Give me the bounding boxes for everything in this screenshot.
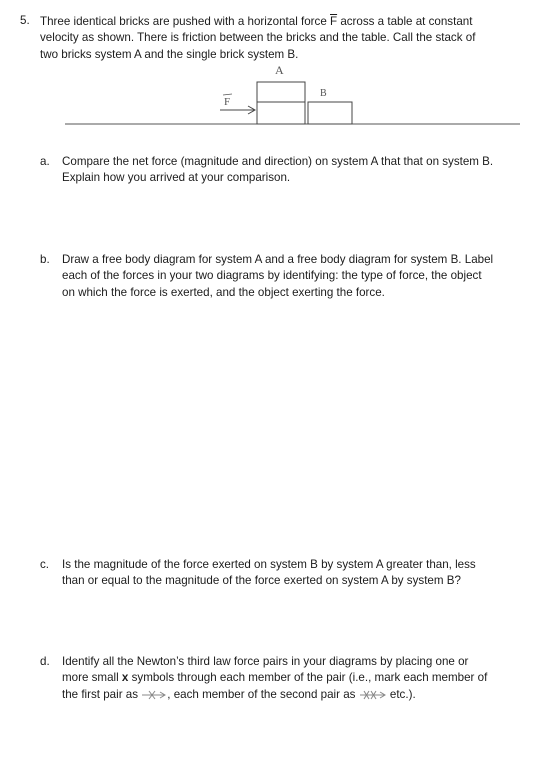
part-a-line-1: Compare the net force (magnitude and direction) on system A that that on system B. [62, 155, 494, 168]
part-d-text: , each member of the second pair as [167, 687, 359, 701]
double-x-arrow-icon [359, 690, 387, 700]
intro-line-3: two bricks system A and the single brick system B. [40, 47, 299, 61]
label-a: A [275, 63, 284, 77]
force-label: F [224, 96, 231, 108]
intro-line-2: velocity as shown. There is friction between the bricks and the table. Call the stack of [40, 31, 476, 45]
part-b-line-2: each of the forces in your two diagrams by identifying: the type of force, the object [62, 269, 482, 283]
part-d-line-3 [62, 687, 532, 703]
part-d-line-2 [62, 670, 532, 686]
part-b-line-3: on which the force is exerted, and the object exerting the force. [62, 285, 385, 299]
part-d-text: symbols through each member of the pair (i.e., mark each member of [128, 671, 488, 685]
intro-text: across a table at constant [337, 15, 473, 28]
part-c-line-2: than or equal to the magnitude of the force exerted on system A by system B? [62, 574, 461, 588]
brick-b [308, 102, 352, 124]
intro-line-1 [40, 14, 530, 30]
part-b-letter: b. [40, 253, 50, 266]
bricks-diagram [0, 60, 550, 130]
part-a-line-2: Explain how you arrived at your comparison. [62, 171, 291, 185]
brick-top [257, 82, 305, 102]
question-number: 5. [20, 14, 30, 27]
part-d-text: more small [62, 671, 122, 685]
part-d-line-1: Identify all the Newton’s third law force pairs in your diagrams by placing one or [62, 655, 469, 668]
single-x-arrow-icon [141, 690, 167, 700]
force-symbol: $\overline{F}$ [330, 15, 338, 28]
force-label-bar [223, 94, 232, 95]
part-d-text: etc.). [386, 687, 416, 701]
label-b: B [320, 88, 327, 99]
part-d-letter: d. [40, 655, 50, 668]
part-a-letter: a. [40, 155, 50, 168]
part-c-line-1: Is the magnitude of the force exerted on system B by system A greater than, less [62, 558, 476, 571]
question-intro [40, 14, 530, 63]
x-symbol-text: x [121, 671, 129, 685]
part-d-text: the first pair as [62, 687, 142, 701]
intro-text: Three identical bricks are pushed with a horizontal force [40, 15, 330, 28]
part-c-letter: c. [40, 558, 50, 571]
part-b-line-1: Draw a free body diagram for system A and a free body diagram for system B. Label [62, 253, 494, 266]
brick-bottom-left [257, 102, 305, 124]
